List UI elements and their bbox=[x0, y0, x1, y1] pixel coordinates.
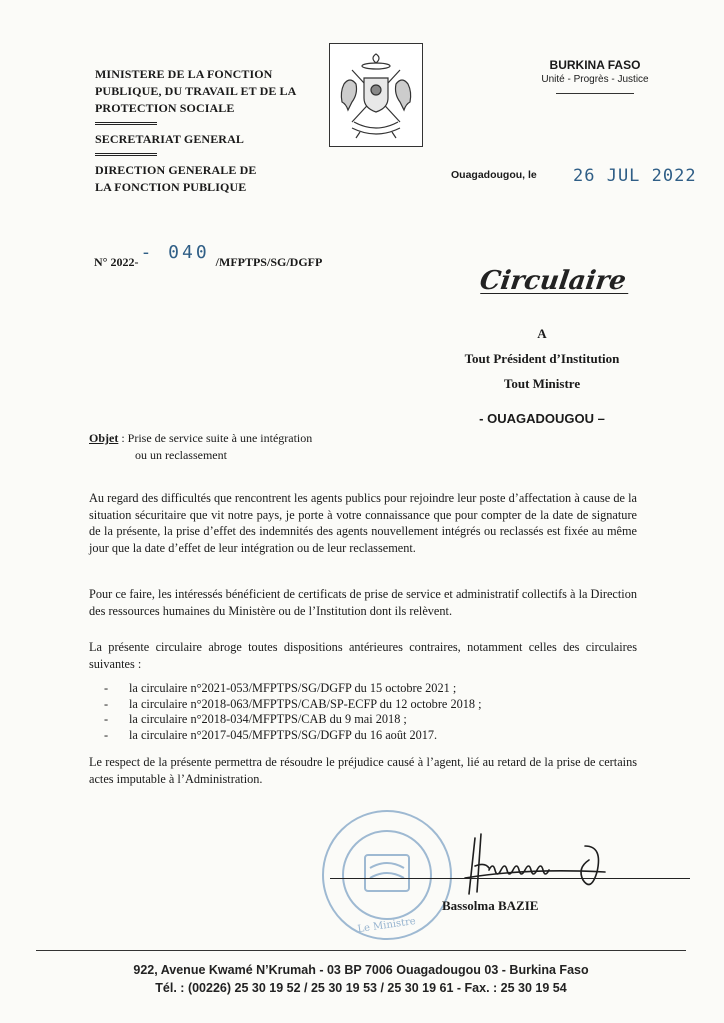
svg-text:Le Ministre: Le Ministre bbox=[356, 915, 417, 936]
ministry-line: PUBLIQUE, DU TRAVAIL ET DE LA bbox=[95, 84, 297, 98]
list-item: - la circulaire n°2017-045/MFPTPS/SG/DGFP du 16 août 2017. bbox=[104, 728, 624, 744]
signer-name: Bassolma BAZIE bbox=[442, 898, 539, 913]
recipient-line: A bbox=[537, 326, 547, 341]
official-seal-stamp bbox=[320, 808, 454, 942]
date-label: Ouagadougou, le bbox=[451, 169, 537, 181]
coat-of-arms-emblem bbox=[329, 43, 423, 147]
subject-block bbox=[89, 430, 312, 464]
handwritten-signature bbox=[445, 826, 615, 896]
ministry-line: PROTECTION SOCIALE bbox=[95, 101, 235, 115]
subject-line: : Prise de service suite à une intégration bbox=[121, 431, 313, 445]
list-item: - la circulaire n°2018-063/MFPTPS/CAB/SP-ECFP du 12 octobre 2018 ; bbox=[104, 697, 624, 713]
subject-line: ou un reclassement bbox=[135, 448, 227, 462]
reference-stamp-number: - 040 bbox=[140, 242, 210, 263]
recipient-line: Tout Ministre bbox=[503, 376, 581, 391]
body-paragraph: Pour ce faire, les intéressés bénéficient de certificats de prise de service et administratif collectifs à la Direction des ressources humaines du Ministère ou de l’Institution dont ils relèvent. bbox=[89, 587, 637, 618]
repealed-circulars-list bbox=[104, 681, 624, 743]
header-divider bbox=[95, 153, 157, 156]
country-divider bbox=[556, 93, 634, 94]
signature-icon bbox=[445, 826, 615, 896]
seal-icon bbox=[320, 808, 454, 942]
list-item: - la circulaire n°2018-034/MFPTPS/CAB du 9 mai 2018 ; bbox=[104, 712, 624, 728]
body-paragraph: La présente circulaire abroge toutes dispositions antérieures contraires, notamment celles des circulaires suivantes : bbox=[89, 640, 637, 671]
country-name: BURKINA FASO bbox=[549, 58, 641, 72]
direction-line: LA FONCTION PUBLIQUE bbox=[95, 180, 247, 194]
recipient-city: - OUAGADOUGOU – bbox=[479, 411, 605, 426]
footer-divider bbox=[36, 950, 686, 951]
coat-of-arms-icon bbox=[330, 44, 422, 146]
reference-prefix: N° 2022- bbox=[94, 255, 139, 269]
body-paragraph: Au regard des difficultés que rencontrent les agents publics pour rejoindre leur poste d’affectation à cause de la situation sécuritaire que vit notre pays, je porte à votre connaissance que pour compter de la date de signature de la présente, la prise d’effet des indemnités des agents nouvellement intégrés ou reclassés est fixée au même jour que la date d’effet de leur intégration ou de leur reclassement. bbox=[89, 491, 637, 555]
country-motto: Unité - Progrès - Justice bbox=[541, 74, 649, 85]
body-paragraph: Le respect de la présente permettra de résoudre le préjudice causé à l’agent, lié au retard de la prise de certains actes imputable à l’Administration. bbox=[89, 755, 637, 786]
footer-phones: Tél. : (00226) 25 30 19 52 / 25 30 19 53 / 25 30 19 61 - Fax. : 25 30 19 54 bbox=[155, 981, 567, 995]
reference-number bbox=[94, 242, 323, 271]
ministry-line: MINISTERE DE LA FONCTION bbox=[95, 67, 273, 81]
signature-line bbox=[330, 878, 690, 879]
secretariat-label: SECRETARIAT GENERAL bbox=[95, 132, 244, 146]
subject-label: Objet bbox=[89, 431, 119, 445]
header-divider bbox=[95, 122, 157, 125]
date-stamp: 26 JUL 2022 bbox=[573, 166, 697, 186]
reference-suffix: /MFPTPS/SG/DGFP bbox=[215, 255, 323, 269]
circular-title: Circulaire bbox=[477, 266, 628, 296]
country-block bbox=[520, 58, 670, 94]
ministry-header bbox=[95, 66, 335, 196]
footer-address: 922, Avenue Kwamé N’Krumah - 03 BP 7006 Ouagadougou 03 - Burkina Faso bbox=[133, 963, 589, 977]
recipient-line: Tout Président d’Institution bbox=[464, 351, 620, 366]
list-item: - la circulaire n°2021-053/MFPTPS/SG/DGFP du 15 octobre 2021 ; bbox=[104, 681, 624, 697]
direction-line: DIRECTION GENERALE DE bbox=[95, 163, 257, 177]
